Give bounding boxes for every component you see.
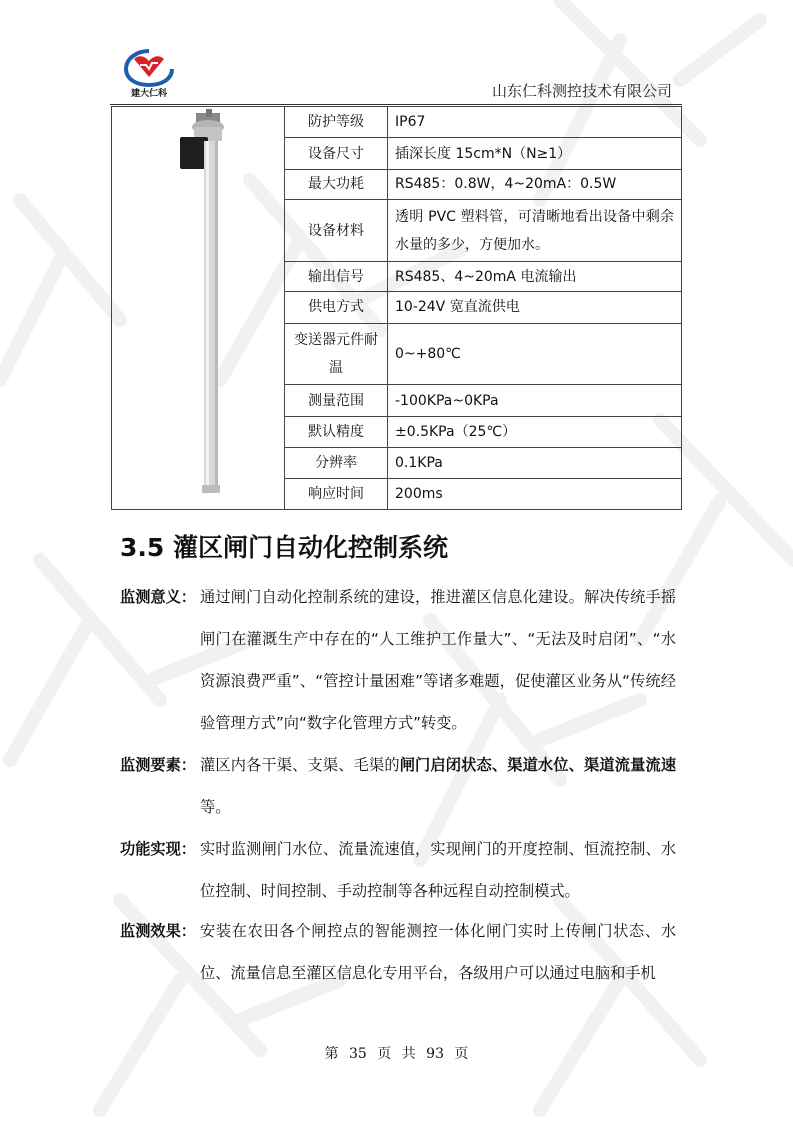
term-label: 监测要素： <box>120 756 196 774</box>
section-title: 3.5 灌区闸门自动化控制系统 <box>120 533 448 562</box>
monitoring-elements <box>120 744 676 828</box>
paragraph-text: 灌区内各干渠、支渠、毛渠的闸门启闭状态、渠道水位、渠道流量流速等。 <box>200 756 677 816</box>
spec-label: 防护等级 <box>285 107 388 138</box>
spec-label: 测量范围 <box>285 385 388 416</box>
spec-value: RS485：0.8W，4~20mA：0.5W <box>388 169 682 199</box>
term-label: 监测意义： <box>120 588 196 606</box>
pressure-probe-image <box>112 107 284 505</box>
spec-label: 响应时间 <box>285 478 388 509</box>
spec-value: 0.1KPa <box>388 448 682 478</box>
paragraph-text: 安装在农田各个闸控点的智能测控一体化闸门实时上传闸门状态、水位、流量信息至灌区信息化专用平台，各级用户可以通过电脑和手机 <box>200 922 676 982</box>
paragraph-text: 通过闸门自动化控制系统的建设，推进灌区信息化建设。解决传统手摇闸门在灌溉生产中存在的“人工维护工作量大”、“无法及时启闭”、“水资源浪费严重”、“管控计量困难”等诸多难题，促使灌区业务从“传统经验管理方式”向“数字化管理方式”转变。 <box>200 588 676 732</box>
term-label: 功能实现： <box>120 840 196 858</box>
spec-label: 变送器元件耐温 <box>285 323 388 385</box>
monitoring-effect <box>120 910 676 994</box>
spec-value: 0~+80℃ <box>388 323 682 385</box>
table-row <box>112 107 682 138</box>
spec-value: 插深长度 15cm*N（N≥1） <box>388 138 682 169</box>
spec-value: 200ms <box>388 478 682 509</box>
spec-table <box>111 106 682 510</box>
spec-label: 供电方式 <box>285 292 388 323</box>
page-number: 第 35 页 共 93 页 <box>324 1046 469 1062</box>
spec-label: 输出信号 <box>285 261 388 291</box>
logo-text: 建大仁科 <box>130 89 167 99</box>
spec-label: 设备尺寸 <box>285 138 388 169</box>
spec-label: 默认精度 <box>285 416 388 447</box>
spec-value: 透明 PVC 塑料管，可清晰地看出设备中剩余水量的多少，方便加水。 <box>388 200 682 262</box>
spec-value: -100KPa~0KPa <box>388 385 682 416</box>
monitoring-significance <box>120 576 676 744</box>
bold-elements: 闸门启闭状态、渠道水位、渠道流量流速 <box>399 756 677 774</box>
term-label: 监测效果： <box>120 922 196 940</box>
company-name: 山东仁科测控技术有限公司 <box>491 82 672 100</box>
spec-value: ±0.5KPa（25℃） <box>388 416 682 447</box>
product-image-cell <box>112 107 285 510</box>
header-rule <box>110 104 682 105</box>
spec-value: RS485、4~20mA 电流输出 <box>388 261 682 291</box>
spec-label: 设备材料 <box>285 200 388 262</box>
spec-value: IP67 <box>388 107 682 138</box>
spec-label: 分辨率 <box>285 448 388 478</box>
spec-value: 10-24V 宽直流供电 <box>388 292 682 323</box>
spec-label: 最大功耗 <box>285 169 388 199</box>
paragraph-text: 实时监测闸门水位、流量流速值，实现闸门的开度控制、恒流控制、水位控制、时间控制、手动控制等各种远程自动控制模式。 <box>200 840 676 900</box>
function-implementation <box>120 828 676 912</box>
